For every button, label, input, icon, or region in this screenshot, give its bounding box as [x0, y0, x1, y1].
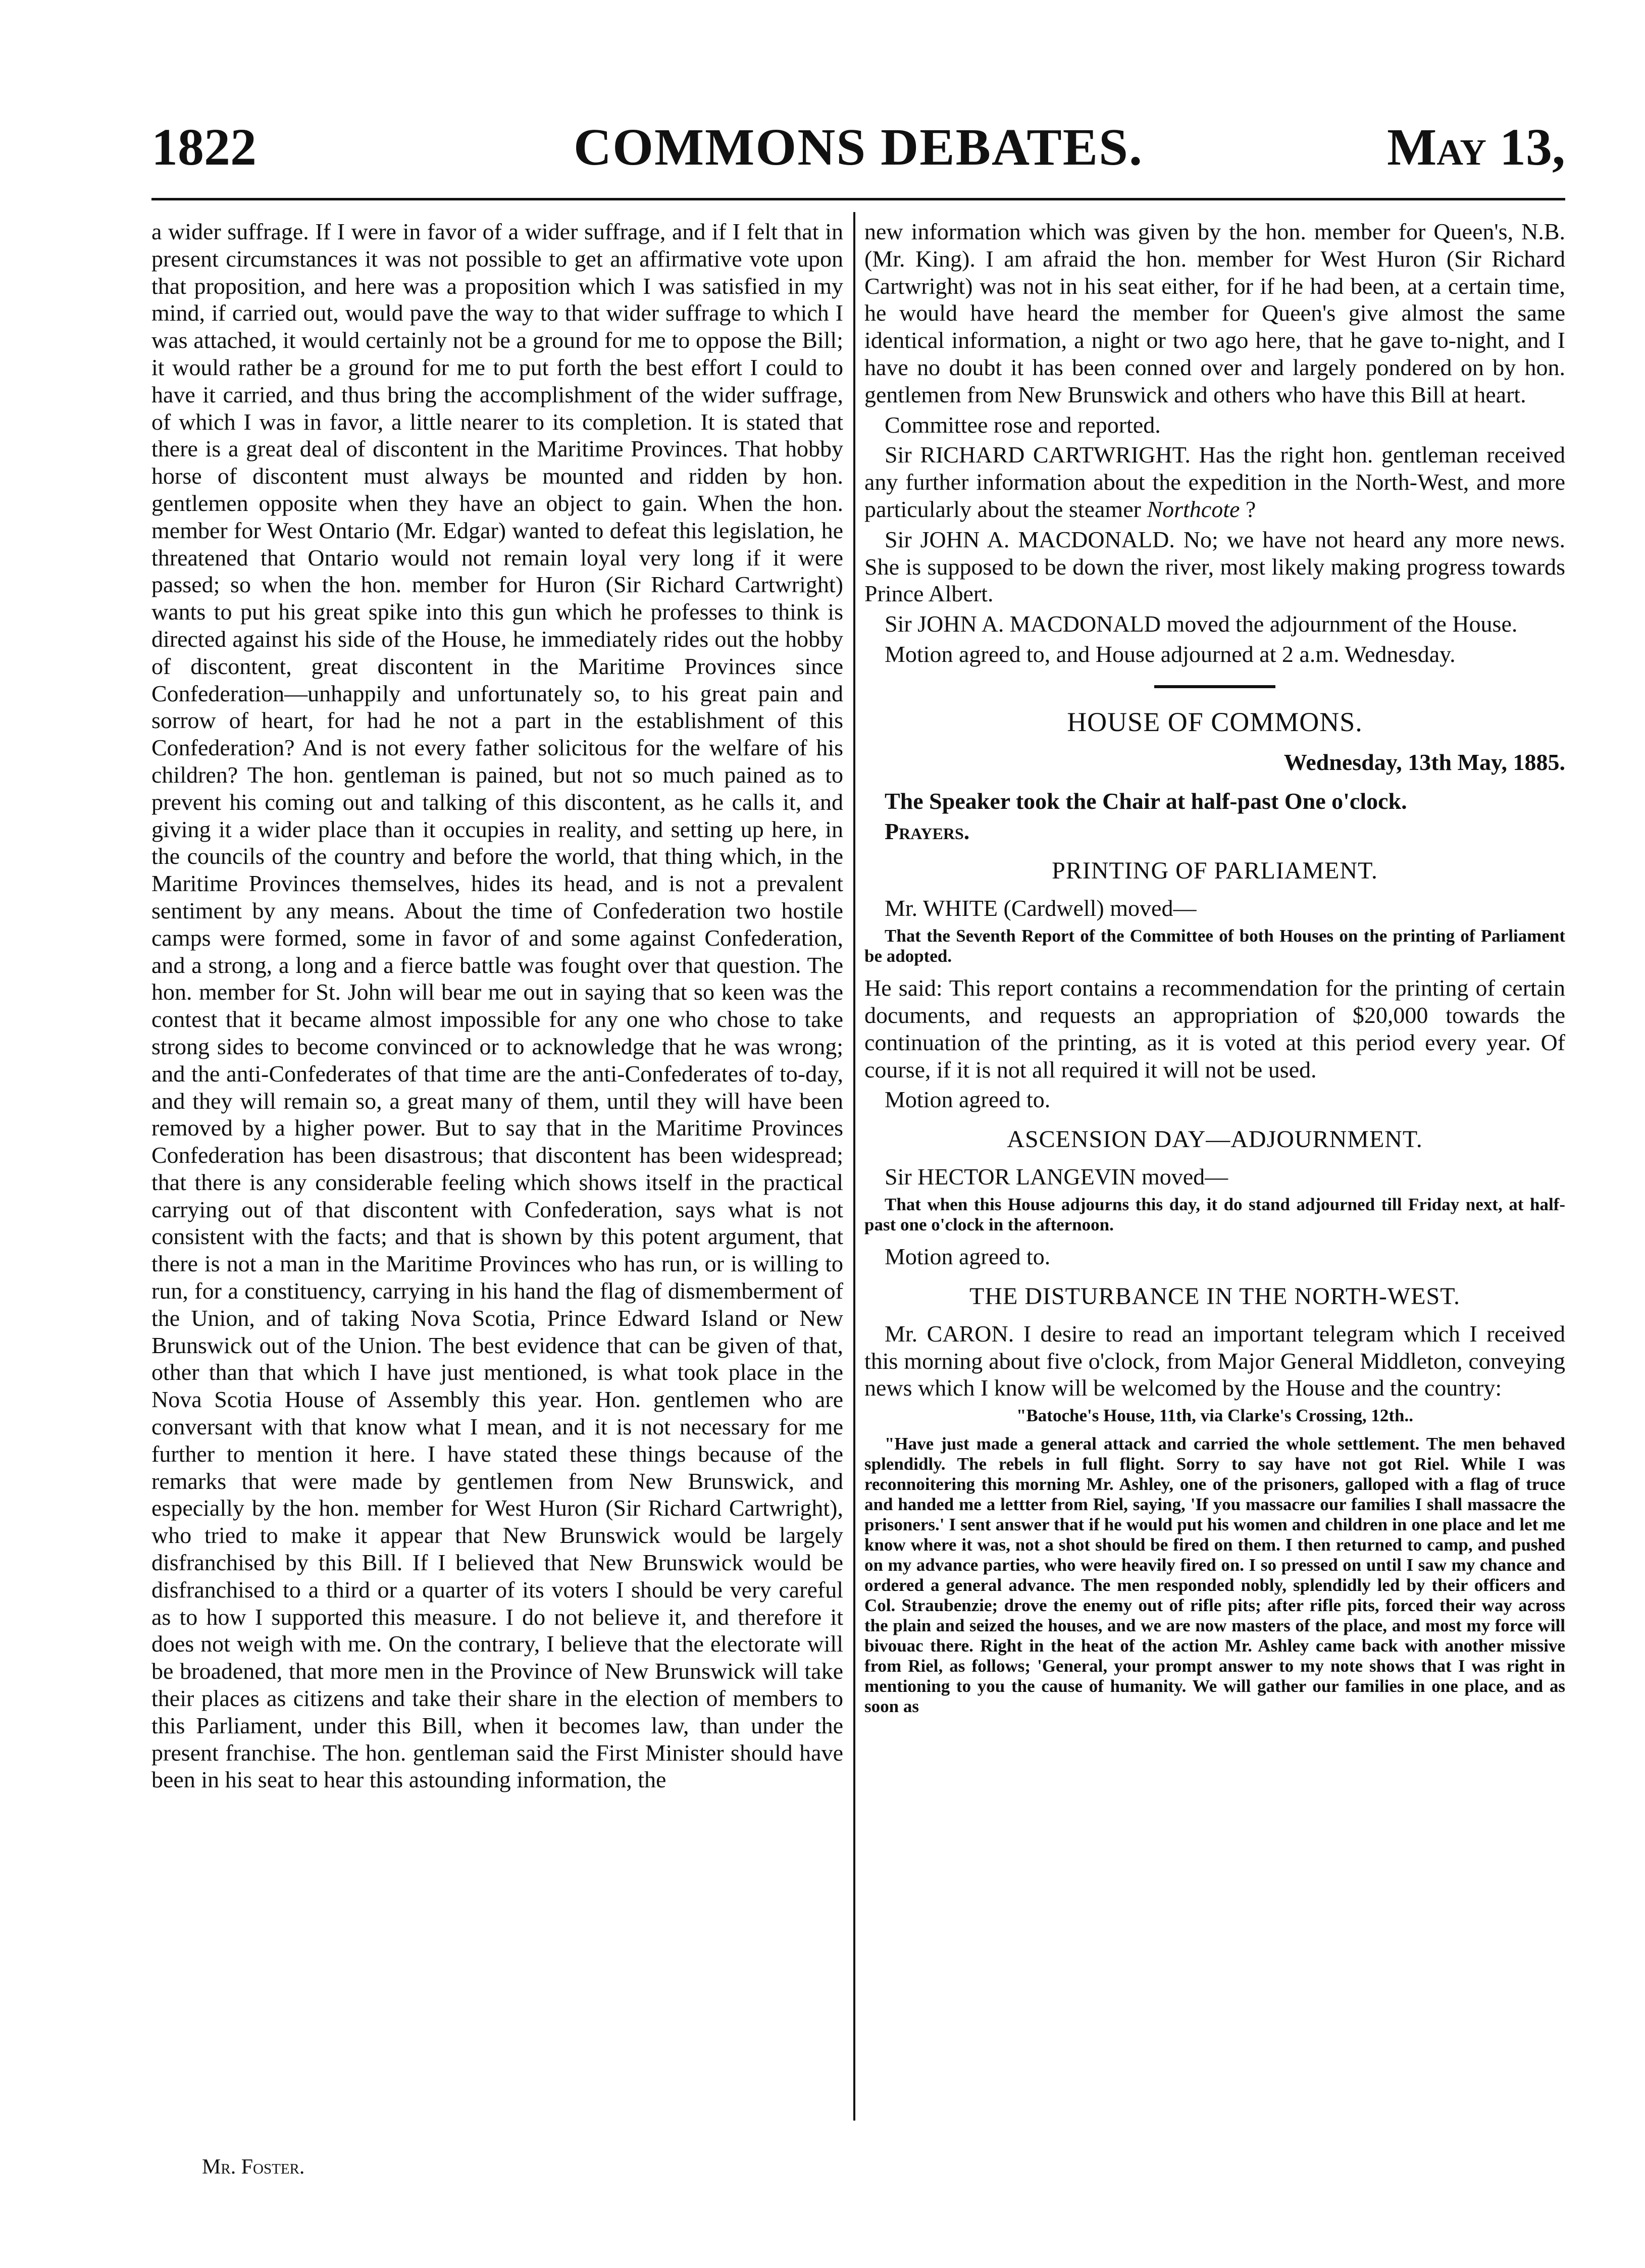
telegram-body: "Have just made a general attack and carried the whole settlement. The men behaved splendidly. The rebels in full flight. Sorry to say have not got Riel. While I was reconnoitering this morning Mr. Ashley, one of the prisoners, galloped with a flag of truce and handed me a lettter from Riel, saying, 'If you massacre our families I shall massacre the prisoners.' I sent answer that if he would put his women and children in one place and let me know where it was, not a shot should be fired on them. I then returned to camp, and pushed on my advance parties, who were heavily fired on. I so pressed on until I saw my chance and ordered a general advance. The men responded nobly, splendidly led by their officers and Col. Straubenzie; drove the enemy out of rifle pits; after rifle pits, forced their way across the plain and seized the houses, and we are now masters of the place, and most my force will bivouac there. Right in the heat of the action Mr. Ashley came back with another missive from Riel, as follows; 'General, your prompt answer to my note shows that I was right in mentioning to you the cause of humanity. We will gather our families in one place, and as soon as [864, 1434, 1565, 1717]
speaker-name: Sir RICHARD CARTWRIGHT. [885, 442, 1191, 468]
house-adjourned-text: Motion agreed to, and House adjourned at 2 a.m. Wednesday. [885, 641, 1456, 667]
white-moved-text: Mr. WHITE (Cardwell) moved— [885, 895, 1197, 921]
house-of-commons-heading: HOUSE OF COMMONS. [1067, 706, 1363, 737]
foster-speech-paragraph: a wider suffrage. If I were in favor of a wider suffrage, and if I felt that in present circumstances it was not possible to get an affirmative vote upon that proposition, and here was a proposition which I was satisfied in my mind, if carried out, would pave the way to that wider suffrage to which I was attached, it would certainly not be a ground for me to oppose the Bill; it would rather be a ground for me to put forth the best effort I could to have it carried, and thus bring the accomplishment of the wider suffrage, of which I was in favor, a little nearer to its completion. It is stated that there is a great deal of discontent in the Maritime Provinces. That hobby horse of discontent must always be mounted and ridden by hon. gentlemen opposite when they have an object to gain. When the hon. member for West Ontario (Mr. Edgar) wanted to defeat this legislation, he threatened that Ontario would not remain loyal very long if it were passed; so when the hon. member for Huron (Sir Richard Cartwright) wants to put his great spike into this gun which he professes to think is directed against his side of the House, he immediately rides out the hobby of discontent, great discontent in the Maritime Provinces since Confederation—unhappily and unfortunately so, to his great pain and sorrow of heart, for had he not a part in the establishment of this Confederation? And is not every father solicitous for the welfare of his children? The hon. gentleman is pained, but not so much pained as to prevent his coming out and talking of this discontent, as he calls it, and giving it a wider place than it occupies in reality, and setting up here, in the councils of the country and before the world, that thing which, in the Maritime Provinces themselves, hides its head, and is not a prevalent sentiment by any means. About the time of Confederation two hostile camps were formed, some in favor of and some against Confederation, and a strong, a long and a fierce battle was fought over that question. The hon. member for St. John will bear me out in saying that so keen was the contest that it became almost impossible for any one who chose to take strong sides to become convinced or to acknowledge that he was wrong; and the anti-Confederates of that time are the anti-Confederates of to-day, and they will remain so, a great many of them, until they will have been removed by a higher power. But to say that in the Maritime Provinces Confederation has been disastrous; that discontent has been widespread; that there is any considerable feeling which shows itself in the practical carrying out of that discontent with Confederation, says what is not consistent with the facts; and that is shown by this potent argument, that there is not a man in the Maritime Provinces who has run, or is willing to run, for a constituency, carrying in his hand the flag of dismemberment of the Union, and of taking Nova Scotia, Prince Edward Island or New Brunswick out of the Union. The best evidence that can be given of that, other than that which I have just mentioned, is what took place in the Nova Scotia House of Assembly this year. Hon. gentlemen who are conversant with that know what I mean, and it is not necessary for me further to mention it here. I have stated these things because of the remarks that were made by gentlemen from New Brunswick, and especially by the hon. member for West Huron (Sir Richard Cartwright), who tried to make it appear that New Brunswick would be largely disfranchised by this Bill. If I believed that New Brunswick would be disfranchised to a third or a quarter of its voters I should be very careful as to how I supported this measure. I do not believe it, and therefore it does not weigh with me. On the contrary, I believe that the electorate will be broadened, that more men in the Province of New Brunswick will take their places as citizens and take their share in the election of members to this Parliament, under this Bill, when it becomes law, than under the present franchise. The hon. gentleman said the First Minister should have been in his seat to hear this astounding information, the [151, 219, 843, 1793]
sitting-date: Wednesday, 13th May, 1885. [1283, 749, 1565, 775]
column-divider [853, 212, 855, 2121]
macdonald-answer [864, 526, 1565, 607]
caron-statement [864, 1320, 1565, 1402]
white-motion-text: That the Seventh Report of the Committee of both Houses on the printing of Parliament be adopted. [864, 926, 1565, 966]
ship-name: Northcote [1147, 496, 1240, 522]
printing-heading: PRINTING OF PARLIAMENT. [1052, 857, 1378, 885]
ascension-heading: ASCENSION DAY—ADJOURNMENT. [1007, 1126, 1423, 1153]
page-header [151, 117, 1565, 183]
telegram-header: "Batoche's House, 11th, via Clarke's Crossing, 12th.. [1016, 1406, 1413, 1426]
committee-rose-text: Committee rose and reported. [885, 411, 1161, 438]
motion-agreed-text: Motion agreed to. [885, 1087, 1051, 1113]
caron-text: I desire to read an important telegram which I received this morning about five o'clock, from Major General Middleton, conveying news which I know will be welcomed by the House and the country: [864, 1320, 1565, 1401]
white-said-text: He said: This report contains a recommendation for the printing of certain documents, and requests an appropriation of $20,000 towards the continuation of the printing, as it is voted at this period every year. Of course, if it is not all required it will not be used. [864, 975, 1565, 1083]
motion-agreed-text: Motion agreed to. [885, 1243, 1051, 1269]
foster-speech-continuation: new information which was given by the hon. member for Queen's, N.B. (Mr. King). I am afraid the hon. member for West Huron (Sir Richard Cartwright) was not in his seat either, for if he had been, at a certain time, he would have heard the member for Queen's give almost the same identical information, a night or two ago here, that he gave to-night, and I have no doubt it has been conned over and largely pondered on by hon. gentlemen from New Brunswick and others who have this Bill at heart. [864, 219, 1565, 407]
section-separator [1154, 685, 1275, 688]
langevin-moved-text: Sir HECTOR LANGEVIN moved— [885, 1164, 1228, 1190]
left-column [151, 218, 843, 1796]
speaker-chair-text: The Speaker took the Chair at half-past One o'clock. [885, 788, 1407, 814]
answer-text: No; we have not heard any more news. She is supposed to be down the river, most likely making progress towards Prince Albert. [864, 526, 1566, 607]
header-date: May 13, [1387, 118, 1565, 176]
adjournment-motion-text: Sir JOHN A. MACDONALD moved the adjournment of the House. [885, 611, 1518, 637]
langevin-motion-text: That when this House adjourns this day, it do stand adjourned till Friday next, at half-past one o'clock in the afternoon. [864, 1194, 1565, 1234]
speaker-name: Mr. CARON. [885, 1320, 1014, 1347]
speaker-name: Sir JOHN A. MACDONALD. [885, 526, 1175, 552]
prayers-text: Prayers. [885, 818, 970, 844]
page-number: 1822 [151, 118, 256, 176]
question-text: Has the right hon. gentleman received any further information about the expedition in the North-West, and more particularly about the steamer [864, 442, 1565, 522]
publication-title: COMMONS DEBATES. [574, 118, 1143, 176]
cartwright-question [864, 441, 1565, 523]
question-mark: ? [1245, 496, 1256, 522]
disturbance-heading: THE DISTURBANCE IN THE NORTH-WEST. [969, 1282, 1460, 1310]
header-rule [151, 198, 1565, 200]
right-column [864, 218, 1565, 1725]
column-signature: Mr. Foster. [202, 2155, 305, 2179]
